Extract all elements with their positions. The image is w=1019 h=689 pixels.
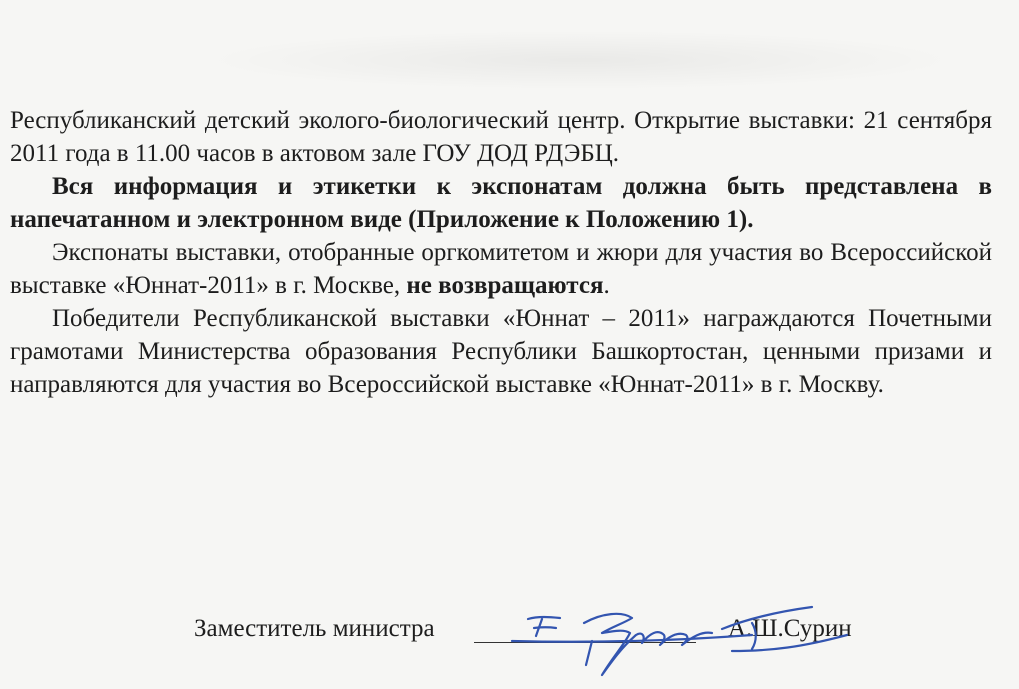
paragraph-2 [10, 170, 992, 236]
paragraph-3-run-3: . [603, 272, 610, 299]
paragraph-1-run-1: Республиканский детский эколого-биологический центр. Открытие выставки: 21 сентября 2011 года в 11.00 часов в актовом зале ГОУ ДОД РДЭБЦ. [10, 107, 992, 167]
paragraph-3-run-2: не возвращаются [406, 272, 604, 299]
document-body [10, 104, 992, 401]
paragraph-4 [10, 302, 992, 401]
signatory-title: Заместитель министра [194, 615, 435, 642]
scan-bleed-through [200, 30, 960, 90]
paragraph-3-run-1: Экспонаты выставки, отобранные оргкомитетом и жюри для участия во Всероссийской выставке «Юннат-2011» в г. Москве, [10, 239, 992, 299]
paragraph-3 [10, 236, 992, 302]
paragraph-1 [10, 104, 992, 170]
signatory-name: А.Ш.Сурин [728, 615, 852, 642]
paragraph-2-run-1: Вся информация и этикетки к экспонатам должна быть представлена в напечатанном и электронном виде (Приложение к Положению 1). [10, 173, 992, 233]
paragraph-4-run-1: Победители Республиканской выставки «Юннат – 2011» награждаются Почетными грамотами Министерства образования Республики Башкортостан, ценными призами и направляются для участия во Всероссийской выставке «Юннат-2011» в г. Москву. [10, 305, 992, 398]
handwritten-signature [452, 583, 862, 683]
